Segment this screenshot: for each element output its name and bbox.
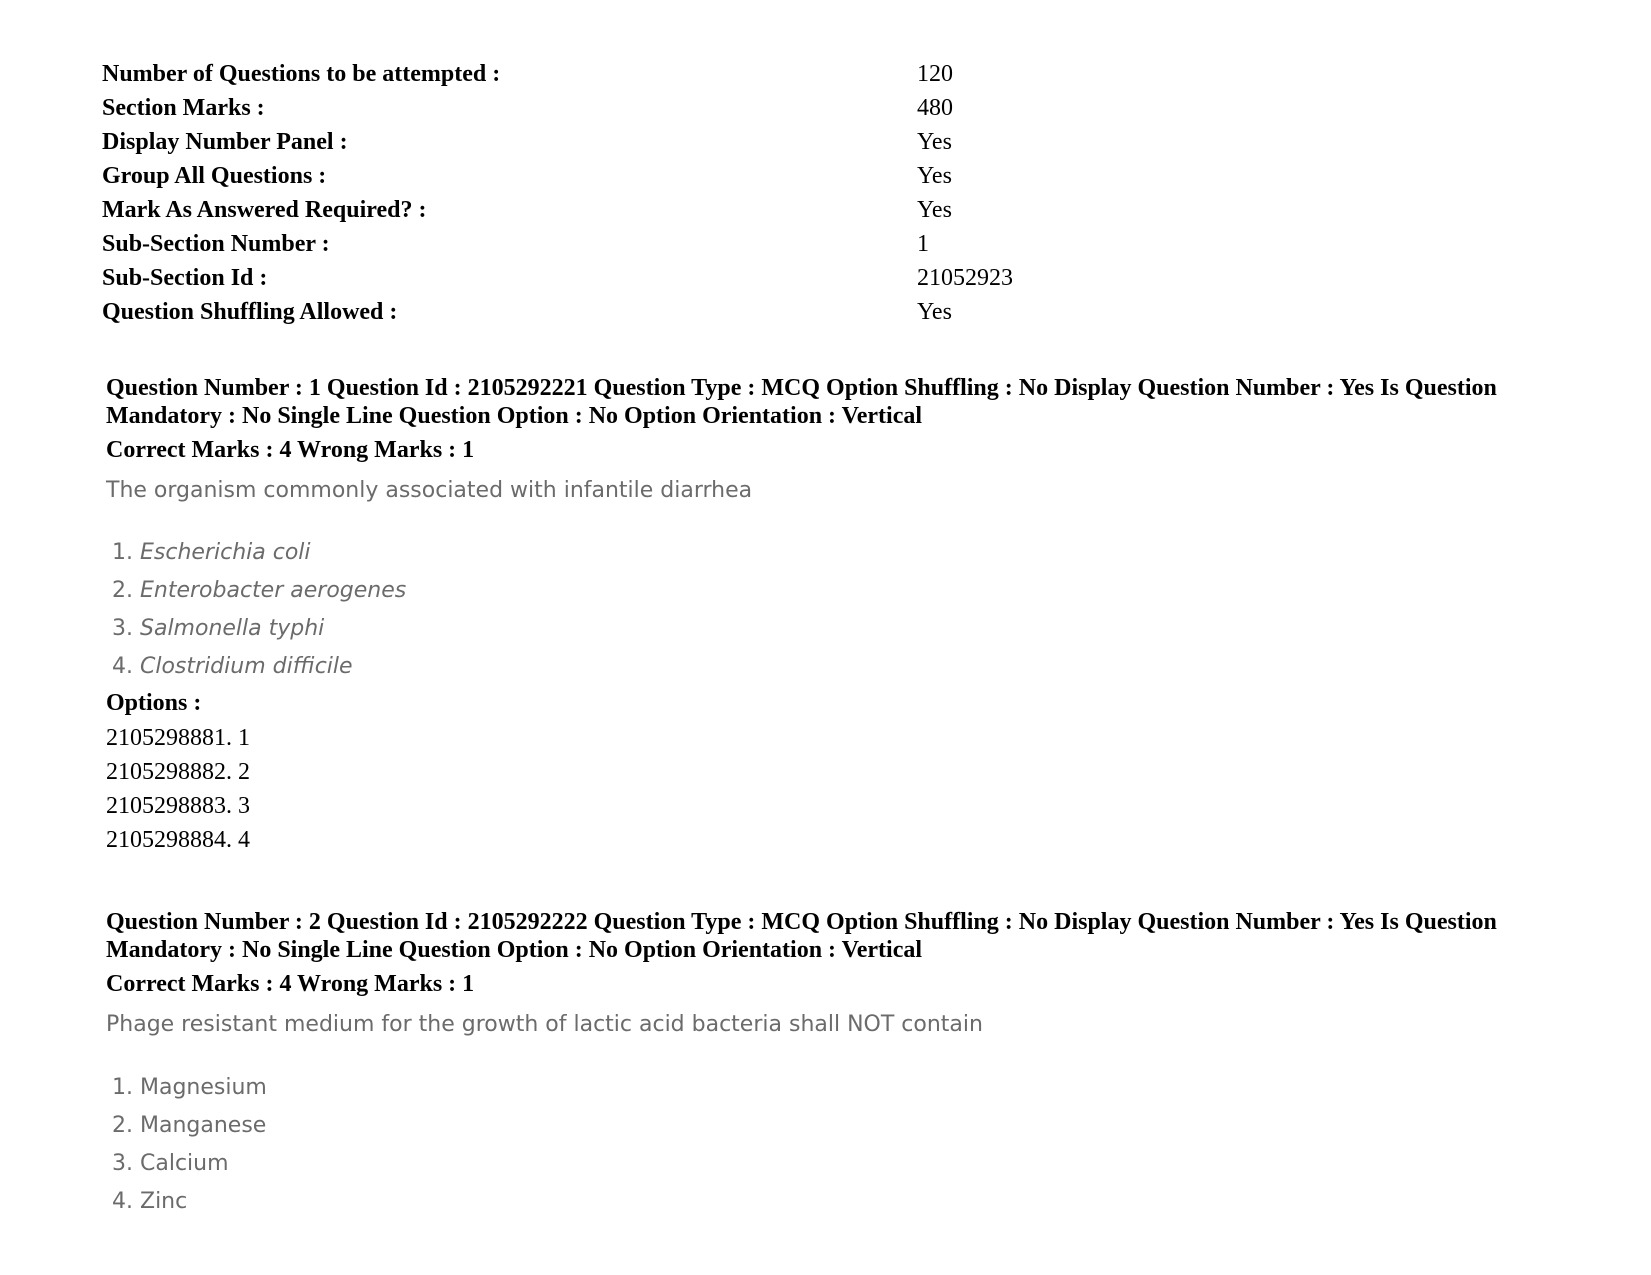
- info-value: Yes: [917, 163, 952, 189]
- answer-choice: [112, 1075, 267, 1100]
- option-id: 2105298882. 2: [106, 759, 250, 785]
- info-value: 480: [917, 95, 953, 121]
- choice-text: Magnesium: [140, 1075, 267, 1100]
- option-id: 2105298883. 3: [106, 793, 250, 819]
- option-id: 2105298881. 1: [106, 725, 250, 751]
- info-value: 1: [917, 231, 929, 257]
- answer-choice: [112, 540, 311, 565]
- question-header: Question Number : 2 Question Id : 2105292222 Question Type : MCQ Option Shuffling : No Display Question Number : Yes Is Question: [106, 909, 1497, 935]
- info-label: Number of Questions to be attempted :: [102, 61, 501, 87]
- question-header: Mandatory : No Single Line Question Option : No Option Orientation : Vertical: [106, 403, 923, 429]
- info-value: 120: [917, 61, 953, 87]
- info-value: Yes: [917, 299, 952, 325]
- choice-number: 2.: [112, 1113, 133, 1138]
- choice-text: Clostridium difficile: [140, 654, 353, 679]
- question-text: Phage resistant medium for the growth of lactic acid bacteria shall NOT contain: [106, 1012, 983, 1037]
- info-label: Question Shuffling Allowed :: [102, 299, 398, 325]
- question-marks: Correct Marks : 4 Wrong Marks : 1: [106, 437, 475, 463]
- choice-text: Enterobacter aerogenes: [140, 578, 407, 603]
- info-value: Yes: [917, 197, 952, 223]
- info-label: Mark As Answered Required? :: [102, 197, 427, 223]
- option-id: 2105298884. 4: [106, 827, 250, 853]
- choice-number: 4.: [112, 654, 133, 679]
- question-header: Question Number : 1 Question Id : 2105292221 Question Type : MCQ Option Shuffling : No Display Question Number : Yes Is Question: [106, 375, 1497, 401]
- info-value: Yes: [917, 129, 952, 155]
- answer-choice: [112, 1113, 266, 1138]
- options-label: Options :: [106, 690, 202, 716]
- answer-choice: [112, 578, 406, 603]
- choice-number: 1.: [112, 540, 133, 565]
- choice-number: 4.: [112, 1189, 133, 1214]
- answer-choice: [112, 1151, 229, 1176]
- choice-text: Salmonella typhi: [140, 616, 325, 641]
- question-text: The organism commonly associated with infantile diarrhea: [106, 478, 753, 503]
- question-header: Mandatory : No Single Line Question Option : No Option Orientation : Vertical: [106, 937, 923, 963]
- info-label: Section Marks :: [102, 95, 265, 121]
- question-marks: Correct Marks : 4 Wrong Marks : 1: [106, 971, 475, 997]
- info-value: 21052923: [917, 265, 1013, 291]
- info-label: Sub-Section Number :: [102, 231, 330, 257]
- choice-text: Calcium: [140, 1151, 229, 1176]
- info-label: Group All Questions :: [102, 163, 327, 189]
- answer-choice: [112, 616, 324, 641]
- info-label: Display Number Panel :: [102, 129, 348, 155]
- choice-number: 1.: [112, 1075, 133, 1100]
- choice-text: Zinc: [140, 1189, 188, 1214]
- choice-text: Manganese: [140, 1113, 267, 1138]
- answer-choice: [112, 1189, 187, 1214]
- choice-text: Escherichia coli: [140, 540, 311, 565]
- answer-choice: [112, 654, 353, 679]
- choice-number: 2.: [112, 578, 133, 603]
- info-label: Sub-Section Id :: [102, 265, 268, 291]
- choice-number: 3.: [112, 616, 133, 641]
- choice-number: 3.: [112, 1151, 133, 1176]
